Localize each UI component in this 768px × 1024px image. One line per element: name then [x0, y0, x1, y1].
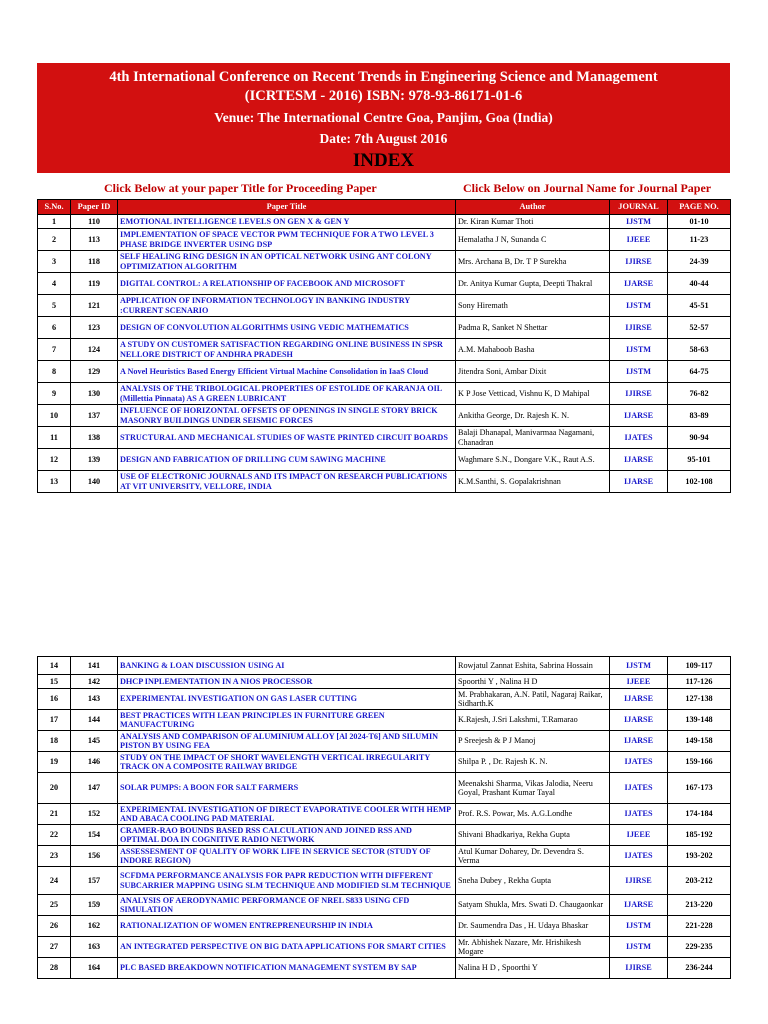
journal-link[interactable]: IJARSE	[610, 710, 668, 731]
author-names: Balaji Dhanapal, Manivarmaa Nagamani, Chanadran	[456, 427, 610, 449]
serial-number: 28	[38, 958, 71, 979]
paper-id: 121	[71, 295, 118, 317]
author-names: K P Jose Vetticad, Vishnu K, D Mahipal	[456, 383, 610, 405]
table-row	[38, 273, 731, 295]
page-range: 127-138	[668, 689, 731, 710]
serial-number: 7	[38, 339, 71, 361]
journal-link[interactable]: IJEEE	[610, 675, 668, 689]
table-row	[38, 383, 731, 405]
author-names: Mr. Abhishek Nazare, Mr. Hrishikesh Mogare	[456, 937, 610, 958]
serial-number: 14	[38, 657, 71, 675]
paper-title-link[interactable]: DESIGN AND FABRICATION OF DRILLING CUM SAWING MACHINE	[118, 449, 456, 471]
page-range: 203-212	[668, 867, 731, 895]
paper-title-link[interactable]: RATIONALIZATION OF WOMEN ENTREPRENEURSHIP IN INDIA	[118, 916, 456, 937]
paper-title-link[interactable]: DIGITAL CONTROL: A RELATIONSHIP OF FACEBOOK AND MICROSOFT	[118, 273, 456, 295]
papers-table	[37, 199, 731, 493]
journal-link[interactable]: IJIRSE	[610, 251, 668, 273]
serial-number: 1	[38, 215, 71, 229]
page-range: 167-173	[668, 773, 731, 804]
serial-number: 20	[38, 773, 71, 804]
table-row	[38, 804, 731, 825]
author-names: K.Rajesh, J.Sri Lakshmi, T.Ramarao	[456, 710, 610, 731]
page-range: 102-108	[668, 471, 731, 493]
paper-id: 162	[71, 916, 118, 937]
serial-number: 21	[38, 804, 71, 825]
table-row	[38, 710, 731, 731]
paper-title-link[interactable]: BANKING & LOAN DISCUSSION USING AI	[118, 657, 456, 675]
author-names: K.M.Santhi, S. Gopalakrishnan	[456, 471, 610, 493]
table-row	[38, 895, 731, 916]
paper-title-link[interactable]: STRUCTURAL AND MECHANICAL STUDIES OF WASTE PRINTED CIRCUIT BOARDS	[118, 427, 456, 449]
page-range: 174-184	[668, 804, 731, 825]
serial-number: 11	[38, 427, 71, 449]
author-names: Jitendra Soni, Ambar Dixit	[456, 361, 610, 383]
paper-title-link[interactable]: DHCP INPLEMENTATION IN A NIOS PROCESSOR	[118, 675, 456, 689]
proceeding-instruction-link[interactable]: Click Below at your paper Title for Proceeding Paper	[104, 181, 377, 195]
conference-venue: Venue: The International Centre Goa, Panjim, Goa (India)	[214, 110, 553, 125]
serial-number: 10	[38, 405, 71, 427]
serial-number: 23	[38, 846, 71, 867]
page-range: 95-101	[668, 449, 731, 471]
paper-title-link[interactable]: INFLUENCE OF HORIZONTAL OFFSETS OF OPENINGS IN SINGLE STORY BRICK MASONRY BUILDINGS UNDER SEISMIC FORCES	[118, 405, 456, 427]
page-range: 83-89	[668, 405, 731, 427]
table-row	[38, 229, 731, 251]
page-range: 11-23	[668, 229, 731, 251]
table-row	[38, 215, 731, 229]
author-names: Sony Hiremath	[456, 295, 610, 317]
table-row	[38, 405, 731, 427]
conference-title-line1: 4th International Conference on Recent Trends in Engineering Science and Management	[109, 69, 658, 85]
journal-link[interactable]: IJEEE	[610, 825, 668, 846]
paper-title-link[interactable]: IMPLEMENTATION OF SPACE VECTOR PWM TECHNIQUE FOR A TWO LEVEL 3 PHASE BRIDGE INVERTER USING DSP	[118, 229, 456, 251]
serial-number: 3	[38, 251, 71, 273]
paper-id: 163	[71, 937, 118, 958]
paper-id: 113	[71, 229, 118, 251]
paper-title-link[interactable]: ANALYSIS AND COMPARISON OF ALUMINIUM ALLOY [Al 2024-T6] AND SILUMIN PISTON BY USING FEA	[118, 731, 456, 752]
table-row	[38, 361, 731, 383]
paper-id: 157	[71, 867, 118, 895]
paper-title-link[interactable]: SELF HEALING RING DESIGN IN AN OPTICAL NETWORK USING ANT COLONY OPTIMIZATION ALGORITHM	[118, 251, 456, 273]
journal-link[interactable]: IJATES	[610, 427, 668, 449]
paper-title-link[interactable]: SOLAR PUMPS: A BOON FOR SALT FARMERS	[118, 773, 456, 804]
page-range: 109-117	[668, 657, 731, 675]
paper-id: 130	[71, 383, 118, 405]
journal-link[interactable]: IJARSE	[610, 405, 668, 427]
paper-id: 138	[71, 427, 118, 449]
journal-link[interactable]: IJSTM	[610, 339, 668, 361]
serial-number: 9	[38, 383, 71, 405]
journal-link[interactable]: IJATES	[610, 773, 668, 804]
serial-number: 26	[38, 916, 71, 937]
journal-link[interactable]: IJSTM	[610, 215, 668, 229]
page-range: 236-244	[668, 958, 731, 979]
page-range: 45-51	[668, 295, 731, 317]
paper-id: 139	[71, 449, 118, 471]
paper-id: 119	[71, 273, 118, 295]
column-header-page-no: PAGE NO.	[668, 200, 731, 215]
page-range: 185-192	[668, 825, 731, 846]
paper-title-link[interactable]: A Novel Heuristics Based Energy Efficient Virtual Machine Consolidation in IaaS Cloud	[118, 361, 456, 383]
journal-link[interactable]: IJSTM	[610, 657, 668, 675]
paper-id: 146	[71, 752, 118, 773]
table-row	[38, 251, 731, 273]
page-range: 159-166	[668, 752, 731, 773]
paper-id: 110	[71, 215, 118, 229]
table-row	[38, 846, 731, 867]
paper-id: 141	[71, 657, 118, 675]
paper-title-link[interactable]: DESIGN OF CONVOLUTION ALGORITHMS USING VEDIC MATHEMATICS	[118, 317, 456, 339]
paper-title-link[interactable]: APPLICATION OF INFORMATION TECHNOLOGY IN BANKING INDUSTRY :CURRENT SCENARIO	[118, 295, 456, 317]
page-range: 90-94	[668, 427, 731, 449]
journal-link[interactable]: IJSTM	[610, 361, 668, 383]
paper-title-link[interactable]: ASSESSESMENT OF QUALITY OF WORK LIFE IN SERVICE SECTOR (STUDY OF INDORE REGION)	[118, 846, 456, 867]
table-row	[38, 339, 731, 361]
table-row	[38, 867, 731, 895]
page-range: 117-126	[668, 675, 731, 689]
author-names: M. Prabhakaran, A.N. Patil, Nagaraj Raikar, Sidharth.K	[456, 689, 610, 710]
author-names: Spoorthi Y , Nalina H D	[456, 675, 610, 689]
author-names: Prof. R.S. Powar, Ms. A.G.Londhe	[456, 804, 610, 825]
page-range: 40-44	[668, 273, 731, 295]
author-names: Shilpa P. , Dr. Rajesh K. N.	[456, 752, 610, 773]
serial-number: 12	[38, 449, 71, 471]
journal-link[interactable]: IJSTM	[610, 937, 668, 958]
table-row	[38, 427, 731, 449]
author-names: Satyam Shukla, Mrs. Swati D. Chaugaonkar	[456, 895, 610, 916]
author-names: Hemalatha J N, Sunanda C	[456, 229, 610, 251]
journal-instruction-link[interactable]: Click Below on Journal Name for Journal Paper	[463, 181, 712, 195]
author-names: Atul Kumar Doharey, Dr. Devendra S. Verma	[456, 846, 610, 867]
serial-number: 17	[38, 710, 71, 731]
author-names: Sneha Dubey , Rekha Gupta	[456, 867, 610, 895]
author-names: Meenakshi Sharma, Vikas Jalodia, Neeru Goyal, Prashant Kumar Tayal	[456, 773, 610, 804]
page-range: 58-63	[668, 339, 731, 361]
paper-title-link[interactable]: SCFDMA PERFORMANCE ANALYSIS FOR PAPR REDUCTION WITH DIFFERENT SUBCARRIER MAPPING USING SLM TECHNIQUE AND MODIFIED SLM TECHNIQUE	[118, 867, 456, 895]
table-row	[38, 295, 731, 317]
journal-link[interactable]: IJARSE	[610, 731, 668, 752]
journal-link[interactable]: IJATES	[610, 752, 668, 773]
column-header-paper-id: Paper ID	[71, 200, 118, 215]
serial-number: 27	[38, 937, 71, 958]
journal-link[interactable]: IJATES	[610, 846, 668, 867]
page-range: 52-57	[668, 317, 731, 339]
journal-link[interactable]: IJARSE	[610, 273, 668, 295]
paper-id: 154	[71, 825, 118, 846]
paper-title-link[interactable]: USE OF ELECTRONIC JOURNALS AND ITS IMPACT ON RESEARCH PUBLICATIONS AT VIT UNIVERSITY, VELLORE, INDIA	[118, 471, 456, 493]
serial-number: 25	[38, 895, 71, 916]
conference-date: Date: 7th August 2016	[319, 131, 448, 146]
paper-id: 118	[71, 251, 118, 273]
journal-link[interactable]: IJSTM	[610, 295, 668, 317]
table-header-row	[38, 200, 731, 215]
author-names: Ankitha George, Dr. Rajesh K. N.	[456, 405, 610, 427]
papers-table-body	[38, 215, 731, 493]
paper-title-link[interactable]: CRAMER-RAO BOUNDS BASED RSS CALCULATION AND JOINED RSS AND OPTIMAL DOA IN COGNITIVE RADIO NETWORK	[118, 825, 456, 846]
journal-link[interactable]: IJIRSE	[610, 383, 668, 405]
serial-number: 5	[38, 295, 71, 317]
journal-link[interactable]: IJEEE	[610, 229, 668, 251]
table-row	[38, 449, 731, 471]
table-row	[38, 471, 731, 493]
paper-id: 144	[71, 710, 118, 731]
paper-title-link[interactable]: A STUDY ON CUSTOMER SATISFACTION REGARDING ONLINE BUSINESS IN SPSR NELLORE DISTRICT OF ANDHRA PRADESH	[118, 339, 456, 361]
table-row	[38, 773, 731, 804]
table-row	[38, 958, 731, 979]
column-header-paper-title: Paper Title	[118, 200, 456, 215]
paper-title-link[interactable]: PLC BASED BREAKDOWN NOTIFICATION MANAGEMENT SYSTEM BY SAP	[118, 958, 456, 979]
table-row	[38, 689, 731, 710]
author-names: Dr. Saumendra Das , H. Udaya Bhaskar	[456, 916, 610, 937]
serial-number: 24	[38, 867, 71, 895]
table-row	[38, 825, 731, 846]
serial-number: 13	[38, 471, 71, 493]
journal-link[interactable]: IJARSE	[610, 471, 668, 493]
author-names: Dr. Kiran Kumar Thoti	[456, 215, 610, 229]
paper-title-link[interactable]: BEST PRACTICES WITH LEAN PRINCIPLES IN FURNITURE GREEN MANUFACTURING	[118, 710, 456, 731]
author-names: Padma R, Sanket N Shettar	[456, 317, 610, 339]
paper-title-link[interactable]: ANALYSIS OF THE TRIBOLOGICAL PROPERTIES OF ESTOLIDE OF KARANJA OIL (Millettia Pinnata) AS A GREEN LUBRICANT	[118, 383, 456, 405]
serial-number: 22	[38, 825, 71, 846]
serial-number: 18	[38, 731, 71, 752]
paper-id: 137	[71, 405, 118, 427]
serial-number: 2	[38, 229, 71, 251]
author-names: Waghmare S.N., Dongare V.K., Raut A.S.	[456, 449, 610, 471]
paper-id: 124	[71, 339, 118, 361]
serial-number: 4	[38, 273, 71, 295]
table-row	[38, 937, 731, 958]
paper-id: 147	[71, 773, 118, 804]
page-range: 221-228	[668, 916, 731, 937]
column-header-author: Author	[456, 200, 610, 215]
paper-title-link[interactable]: EXPERIMENTAL INVESTIGATION OF DIRECT EVAPORATIVE COOLER WITH HEMP AND ABACA COOLING PAD MATERIAL	[118, 804, 456, 825]
paper-title-link[interactable]: AN INTEGRATED PERSPECTIVE ON BIG DATA APPLICATIONS FOR SMART CITIES	[118, 937, 456, 958]
paper-id: 145	[71, 731, 118, 752]
journal-link[interactable]: IJIRSE	[610, 867, 668, 895]
page-range: 24-39	[668, 251, 731, 273]
paper-id: 156	[71, 846, 118, 867]
paper-id: 143	[71, 689, 118, 710]
paper-id: 152	[71, 804, 118, 825]
page-range: 139-148	[668, 710, 731, 731]
author-names: Rowjatul Zannat Eshita, Sabrina Hossain	[456, 657, 610, 675]
page-range: 01-10	[668, 215, 731, 229]
column-header-journal: JOURNAL	[610, 200, 668, 215]
journal-link[interactable]: IJARSE	[610, 895, 668, 916]
author-names: Nalina H D , Spoorthi Y	[456, 958, 610, 979]
paper-title-link[interactable]: ANALYSIS OF AERODYNAMIC PERFORMANCE OF NREL S833 USING CFD SIMULATION	[118, 895, 456, 916]
page-range: 213-220	[668, 895, 731, 916]
journal-link[interactable]: IJARSE	[610, 689, 668, 710]
paper-id: 159	[71, 895, 118, 916]
journal-link[interactable]: IJIRSE	[610, 958, 668, 979]
journal-link[interactable]: IJIRSE	[610, 317, 668, 339]
author-names: A.M. Mahaboob Basha	[456, 339, 610, 361]
papers-table-continued-body	[38, 657, 731, 979]
conference-title-line2: (ICRTESM - 2016) ISBN: 978-93-86171-01-6	[244, 88, 523, 104]
page-range: 64-75	[668, 361, 731, 383]
table-row	[38, 675, 731, 689]
column-header-sno: S.No.	[38, 200, 71, 215]
journal-link[interactable]: IJSTM	[610, 916, 668, 937]
table-row	[38, 752, 731, 773]
author-names: Dr. Anitya Kumar Gupta, Deepti Thakral	[456, 273, 610, 295]
serial-number: 6	[38, 317, 71, 339]
table-row	[38, 317, 731, 339]
paper-title-link[interactable]: STUDY ON THE IMPACT OF SHORT WAVELENGTH VERTICAL IRREGULARITY TRACK ON A COMPOSITE RAILWAY BRIDGE	[118, 752, 456, 773]
serial-number: 19	[38, 752, 71, 773]
papers-table-continued	[37, 656, 731, 979]
serial-number: 16	[38, 689, 71, 710]
author-names: Shivani Bhadkariya, Rekha Gupta	[456, 825, 610, 846]
page-range: 76-82	[668, 383, 731, 405]
paper-id: 142	[71, 675, 118, 689]
serial-number: 8	[38, 361, 71, 383]
table-row	[38, 657, 731, 675]
paper-id: 140	[71, 471, 118, 493]
journal-link[interactable]: IJATES	[610, 804, 668, 825]
table-row	[38, 731, 731, 752]
author-names: P Sreejesh & P J Manoj	[456, 731, 610, 752]
index-heading: INDEX	[352, 150, 415, 171]
paper-title-link[interactable]: EXPERIMENTAL INVESTIGATION ON GAS LASER CUTTING	[118, 689, 456, 710]
page-range: 229-235	[668, 937, 731, 958]
serial-number: 15	[38, 675, 71, 689]
conference-title	[37, 68, 730, 106]
page-range: 193-202	[668, 846, 731, 867]
paper-id: 129	[71, 361, 118, 383]
author-names: Mrs. Archana B, Dr. T P Surekha	[456, 251, 610, 273]
page-range: 149-158	[668, 731, 731, 752]
table-row	[38, 916, 731, 937]
paper-id: 123	[71, 317, 118, 339]
paper-title-link[interactable]: EMOTIONAL INTELLIGENCE LEVELS ON GEN X & GEN Y	[118, 215, 456, 229]
journal-link[interactable]: IJARSE	[610, 449, 668, 471]
paper-id: 164	[71, 958, 118, 979]
